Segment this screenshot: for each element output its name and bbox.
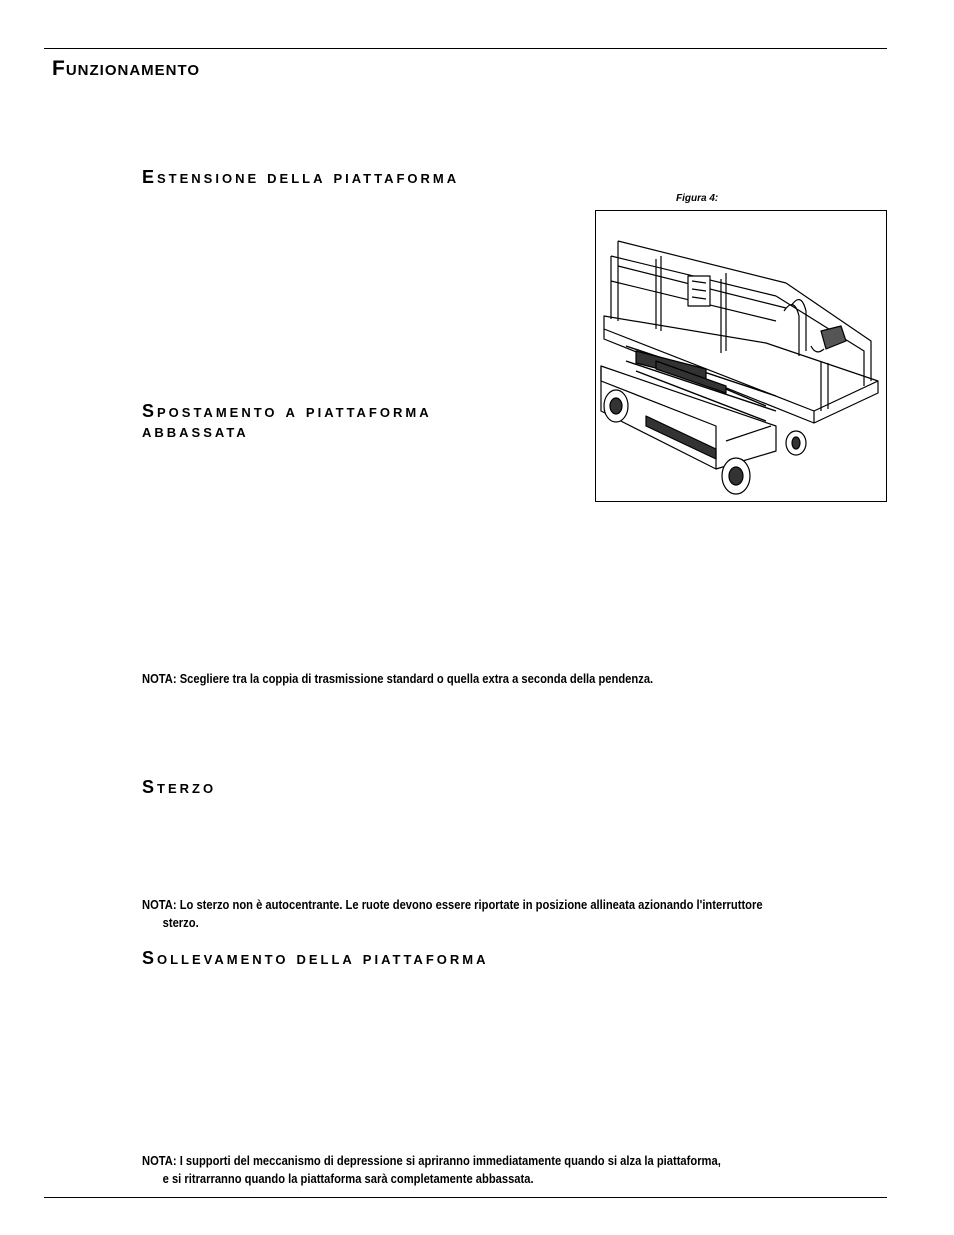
note-text: Lo sterzo non è autocentrante. Le ruote devono essere riportate in posizione allineata azionando l'interruttore [179,897,763,912]
note-label: NOTA: [142,897,177,912]
heading-spostamento [142,401,432,441]
scissor-lift-illustration [596,211,886,501]
figure-scissor-lift [595,210,887,502]
note-text: I supporti del meccanismo di depressione si apriranno immediatamente quando si alza la piattaforma, [179,1153,721,1168]
figure-caption: Figura 4: [676,193,719,204]
note-supporti [142,1152,721,1188]
heading-spostamento-line1: Spostamento a piattaforma [142,401,432,421]
note-label: NOTA: [142,1153,177,1168]
note-coppia [142,670,653,688]
bottom-rule [44,1197,887,1198]
heading-estensione: Estensione della piattaforma [142,167,460,187]
note-label: NOTA: [142,671,177,686]
note-text-cont: e si ritrarranno quando la piattaforma sarà completamente abbassata. [162,1171,534,1186]
page-title: Funzionamento [52,57,201,80]
top-rule [44,48,887,49]
heading-sterzo: Sterzo [142,777,217,797]
heading-sollevamento: Sollevamento della piattaforma [142,948,489,968]
note-text-cont: sterzo. [162,915,199,930]
heading-spostamento-line2: abbassata [142,421,249,441]
note-sterzo [142,896,763,932]
note-text: Scegliere tra la coppia di trasmissione standard o quella extra a seconda della pendenza. [179,671,654,686]
